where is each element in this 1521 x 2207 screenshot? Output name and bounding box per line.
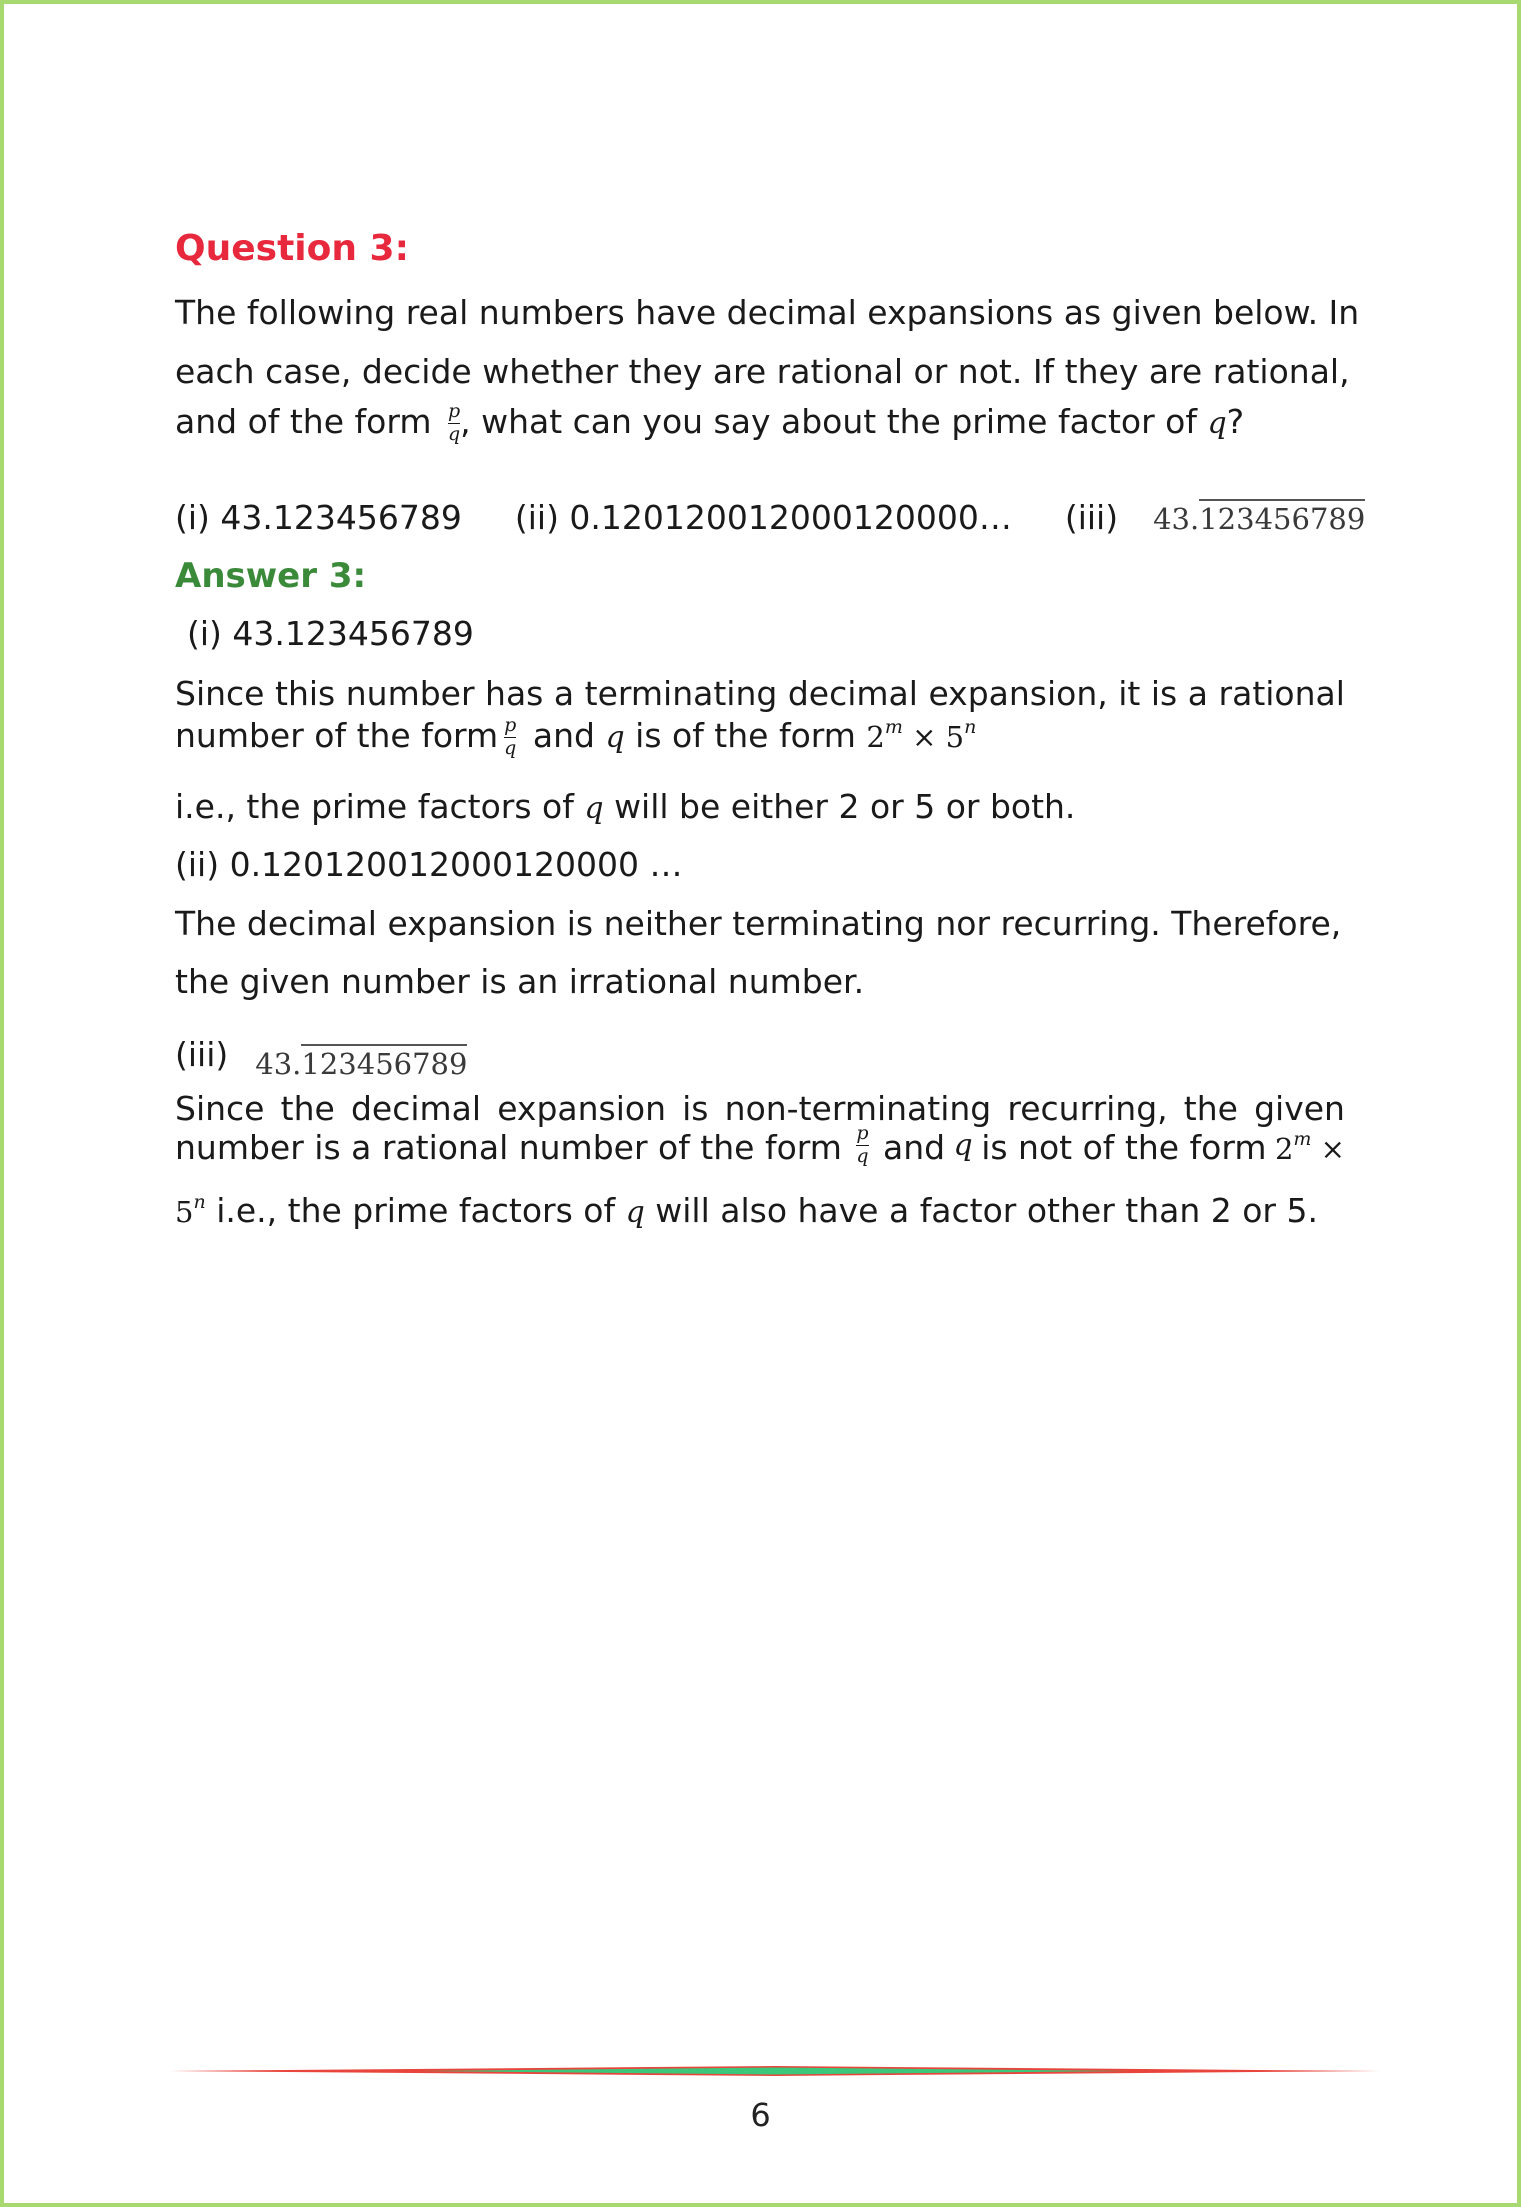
variable-q: q (1207, 406, 1227, 441)
text-segment: is of the form (635, 716, 856, 755)
exponent: n (193, 1191, 206, 1213)
question-options (175, 498, 1365, 537)
answer-part-iii-line-2 (175, 1122, 1345, 1167)
word: the (1183, 1089, 1238, 1128)
option-i: (i) 43.123456789 (175, 498, 462, 537)
answer-part-iii-line-3 (175, 1191, 1318, 1230)
option-ii: (ii) 0.120120012000120000… (514, 498, 1012, 537)
answer-heading: Answer 3: (175, 556, 367, 596)
power-expression (1275, 1128, 1345, 1167)
question-text-segment: and of the form (175, 402, 442, 441)
numerator: p (447, 400, 461, 423)
text-segment: i.e., the prime factors of (216, 1191, 626, 1230)
option-iii-label: (iii) (1064, 498, 1119, 537)
base: 5 (945, 720, 965, 754)
answer-part-i-label: (i) 43.123456789 (187, 614, 474, 653)
word: recurring, (1007, 1089, 1168, 1128)
word: this (275, 674, 336, 713)
word: a (1187, 674, 1209, 713)
answer-part-iii-label (175, 1035, 467, 1081)
word: a (553, 674, 575, 713)
power-expression (175, 1191, 206, 1229)
fraction-p-over-q (448, 402, 460, 445)
answer-part-ii-line-2: the given number is an irrational number. (175, 962, 865, 1001)
question-text-line-3 (175, 402, 1244, 445)
word: is (1150, 674, 1178, 713)
word: expansion, (928, 674, 1108, 713)
answer-part-ii-line-1: The decimal expansion is neither terminating nor recurring. Therefore, (175, 904, 1342, 943)
text-segment: and (882, 1128, 946, 1167)
recurring-repeating-part: 123456789 (1199, 499, 1365, 536)
times-sign: × (912, 720, 937, 754)
exponent: m (1293, 1128, 1312, 1150)
word: Since (175, 1089, 265, 1128)
text-segment: is not of the form (981, 1128, 1267, 1167)
recurring-decimal (1153, 502, 1365, 536)
word: rational (1218, 674, 1345, 713)
variable-q: q (584, 791, 604, 826)
variable-q: q (953, 1128, 973, 1163)
numerator: p (504, 714, 517, 737)
denominator: q (504, 737, 517, 759)
variable-q: q (605, 720, 625, 755)
word: number (345, 674, 475, 713)
word: Since (175, 674, 265, 713)
exponent: n (964, 716, 977, 738)
word: expansion (497, 1089, 666, 1128)
word: is (682, 1089, 709, 1128)
base: 5 (175, 1195, 194, 1229)
word: terminating (584, 674, 778, 713)
page-number: 6 (750, 2096, 771, 2134)
exponent: m (884, 716, 903, 738)
denominator: q (447, 423, 461, 445)
word: decimal (787, 674, 918, 713)
answer-part-iii-line-1 (175, 1089, 1345, 1128)
denominator: q (856, 1144, 869, 1167)
text-segment: number is a rational number of the form (175, 1128, 842, 1167)
text-segment: number of the form (175, 716, 499, 755)
power-expression (866, 716, 977, 754)
part-label: (iii) (175, 1035, 229, 1074)
answer-part-i-line-1 (175, 674, 1345, 713)
text-segment: will be either 2 or 5 or both. (603, 787, 1076, 826)
recurring-repeating-part: 123456789 (301, 1044, 467, 1081)
question-text-segment: ? (1226, 402, 1245, 441)
answer-part-i-line-3 (175, 787, 1075, 826)
text-segment: i.e., the prime factors of (175, 787, 585, 826)
word: the (280, 1089, 335, 1128)
base: 2 (1274, 1132, 1294, 1166)
recurring-integer-part: 43. (1153, 502, 1200, 536)
word: given (1254, 1089, 1345, 1128)
text-segment: will also have a factor other than 2 or 5. (644, 1191, 1318, 1230)
word: has (485, 674, 544, 713)
word: non-terminating (724, 1089, 992, 1128)
numerator: p (856, 1122, 869, 1144)
question-text-line-2: each case, decide whether they are rational or not. If they are rational, (175, 352, 1350, 391)
fraction-p-over-q (504, 716, 516, 759)
base: 2 (866, 720, 885, 754)
word: decimal (350, 1089, 482, 1128)
recurring-decimal (255, 1047, 467, 1081)
question-heading: Question 3: (175, 228, 409, 269)
times-sign: × (1320, 1132, 1345, 1166)
text-segment: and (532, 716, 595, 755)
word: it (1118, 674, 1141, 713)
fraction-p-over-q (856, 1124, 868, 1167)
recurring-integer-part: 43. (255, 1047, 302, 1081)
question-text-segment: , what can you say about the prime factor of (460, 402, 1208, 441)
question-text-line-1: The following real numbers have decimal expansions as given below. In (175, 293, 1360, 332)
variable-q: q (625, 1195, 645, 1230)
answer-part-i-line-2 (175, 716, 976, 759)
footer-divider (170, 2066, 1380, 2076)
answer-part-ii-label: (ii) 0.120120012000120000 … (175, 845, 683, 884)
